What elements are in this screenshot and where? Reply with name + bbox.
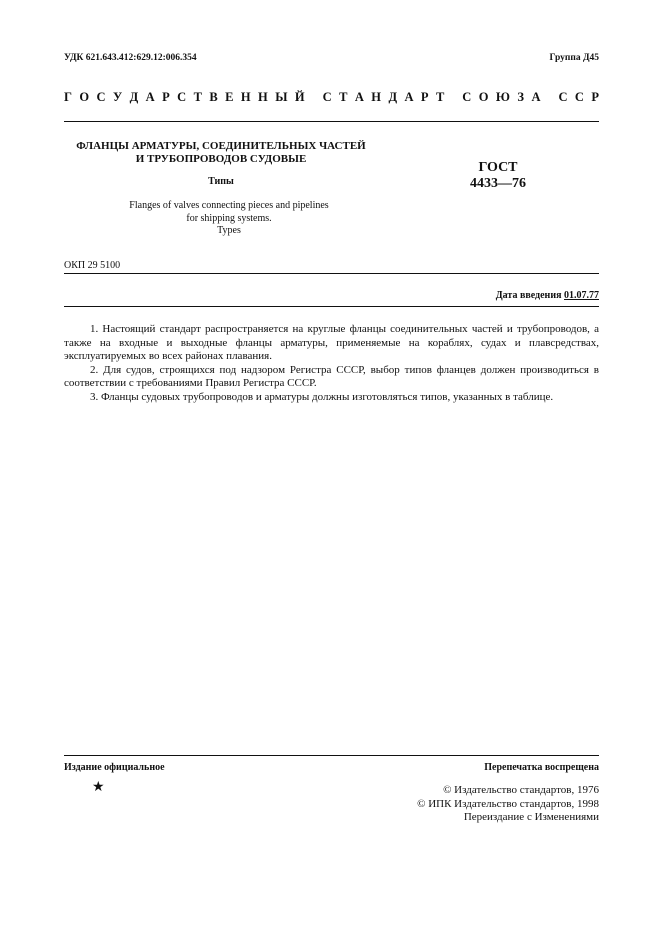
heading-letter: С [322,90,332,104]
heading-letter: В [209,90,218,104]
heading-letter: С [177,90,187,104]
gost-label: ГОСТ [478,160,518,175]
divider-okp [64,273,599,274]
udk-code: УДК 621.643.412:629.12:006.354 [64,53,197,63]
heading-letter: А [145,90,155,104]
english-line-1: Flanges of valves connecting pieces and pipelines [129,200,329,211]
heading-letter: А [354,90,364,104]
gost-number: 4433—76 [470,176,526,191]
heading-letter: Е [225,90,234,104]
introduction-label: Дата введения [495,290,562,301]
title-line-2: И ТРУБОПРОВОДОВ СУДОВЫЕ [135,153,307,165]
heading-letter: З [517,90,525,104]
heading-letter: Н [240,90,251,104]
heading-letter: Д [388,90,398,104]
title-line-1: ФЛАНЦЫ АРМАТУРЫ, СОЕДИНИТЕЛЬНЫХ ЧАСТЕЙ [76,140,366,152]
body-text [64,323,599,404]
heading-letter: О [478,90,489,104]
heading-letter [312,88,315,106]
paragraph-2: 2. Для судов, строящихся под надзором Регистра СССР, выбор типов фланцев должен производиться в соответствии с требованиями Правил Регистра СССР. [64,363,599,389]
copyright-block [417,784,599,825]
heading-letter: А [404,90,414,104]
heading-letter [452,88,455,106]
reprint-prohibited: Перепечатка воспрещена [484,762,599,773]
heading-letter: Т [193,90,202,104]
okp-code: ОКП 29 5100 [64,260,121,271]
heading-letter: С [462,90,472,104]
heading-letter: С [574,90,584,104]
heading-letter: Р [420,90,429,104]
heading-letter: Д [129,90,139,104]
state-standard-heading [64,88,599,106]
heading-letter: Р [591,90,599,104]
paragraph-3: 3. Фланцы судовых трубопроводов и арматуры должны изготовляться типов, указанных в таблице. [90,390,554,403]
english-title [64,200,394,238]
official-edition: Издание официальное [64,762,165,773]
group-code: Группа Д45 [549,53,599,63]
heading-letter: С [96,90,106,104]
heading-letter: О [79,90,90,104]
heading-letter: Р [162,90,170,104]
heading-letter: Н [258,90,268,104]
copyright-line-1: © Издательство стандартов, 1976 [443,784,599,796]
english-line-3: Types [217,225,241,236]
heading-letter: У [112,90,123,104]
heading-letter: Т [339,90,348,104]
divider-top [64,121,599,122]
heading-letter: Н [371,90,382,104]
divider-date [64,306,599,307]
star-icon: ★ [92,780,105,795]
heading-letter: С [558,90,568,104]
document-title [64,140,378,166]
paragraph-1: 1. Настоящий стандарт распространяется на круглые фланцы соединительных частей и трубопроводов, а также на входные и выходные фланцы арматуры, применяемые на кораблях, судах и плавсредствах, эксплуатируемых во всех районах плавания. [64,323,599,362]
reissue-note: Переиздание с Изменениями [463,811,599,823]
divider-footer [64,755,599,756]
title-subtitle: Типы [208,176,234,187]
heading-letter: Ю [495,90,510,104]
heading-letter: Т [435,90,445,104]
heading-letter: Й [294,90,305,104]
heading-letter: А [531,90,541,104]
gost-designation [470,160,526,192]
introduction-date-value: 01.07.77 [564,290,599,301]
english-line-2: for shipping systems. [186,212,272,224]
copyright-line-2: © ИПК Издательство стандартов, 1998 [417,797,599,810]
heading-letter [548,88,551,106]
heading-letter: Г [64,90,72,104]
introduction-date [496,290,599,301]
heading-letter: Ы [275,90,288,104]
